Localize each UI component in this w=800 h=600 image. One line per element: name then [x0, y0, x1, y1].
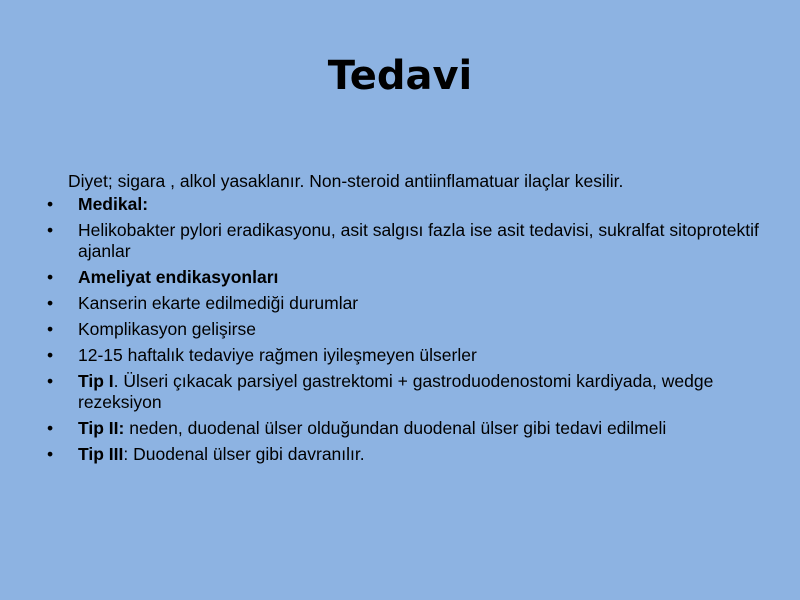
bullet-text: 12-15 haftalık tedaviye rağmen iyileşmeyen ülserler	[78, 345, 477, 365]
bullet-list	[0, 194, 800, 470]
bullet-dot-icon: •	[47, 371, 54, 391]
bullet-dot-icon: •	[47, 194, 54, 214]
bullet-dot-icon: •	[47, 345, 54, 365]
bullet-dot-icon: •	[47, 319, 54, 339]
bullet-text: : Duodenal ülser gibi davranılır.	[123, 444, 365, 464]
bullet-item-haftalik	[0, 345, 800, 366]
bullet-dot-icon: •	[47, 418, 54, 438]
bullet-text: Komplikasyon gelişirse	[78, 319, 256, 339]
bullet-bold-text: Tip II:	[78, 418, 125, 438]
bullet-dot-icon: •	[47, 293, 54, 313]
bullet-item-medikal	[0, 194, 800, 215]
bullet-bold-text: Tip I	[78, 371, 114, 391]
bullet-item-ameliyat	[0, 267, 800, 288]
bullet-bold-text: Medikal:	[78, 194, 149, 214]
bullet-text: neden, duodenal ülser olduğundan duodenal ülser gibi tedavi edilmeli	[124, 418, 667, 438]
bullet-dot-icon: •	[47, 267, 54, 287]
slide-title: Tedavi	[327, 53, 473, 99]
bullet-dot-icon: •	[47, 220, 54, 240]
bullet-dot-icon: •	[47, 444, 54, 464]
bullet-item-komplikasyon	[0, 319, 800, 340]
bullet-bold-text: Tip III	[78, 444, 124, 464]
bullet-bold-text: Ameliyat endikasyonları	[78, 267, 279, 287]
bullet-text: Kanserin ekarte edilmediği durumlar	[78, 293, 359, 313]
bullet-item-tip-1	[0, 371, 800, 413]
bullet-text: . Ülseri çıkacak parsiyel gastrektomi + gastroduodenostomi kardiyada, wedge rezeksiyon	[78, 371, 714, 412]
bullet-item-helikobakter	[0, 220, 800, 262]
bullet-item-kanser	[0, 293, 800, 314]
bullet-text: Helikobakter pylori eradikasyonu, asit salgısı fazla ise asit tedavisi, sukralfat sitoprotektif ajanlar	[78, 220, 759, 261]
bullet-item-tip-2	[0, 418, 800, 439]
bullet-item-tip-3	[0, 444, 800, 465]
intro-text: Diyet; sigara , alkol yasaklanır. Non-steroid antiinflamatuar ilaçlar kesilir.	[68, 171, 624, 191]
